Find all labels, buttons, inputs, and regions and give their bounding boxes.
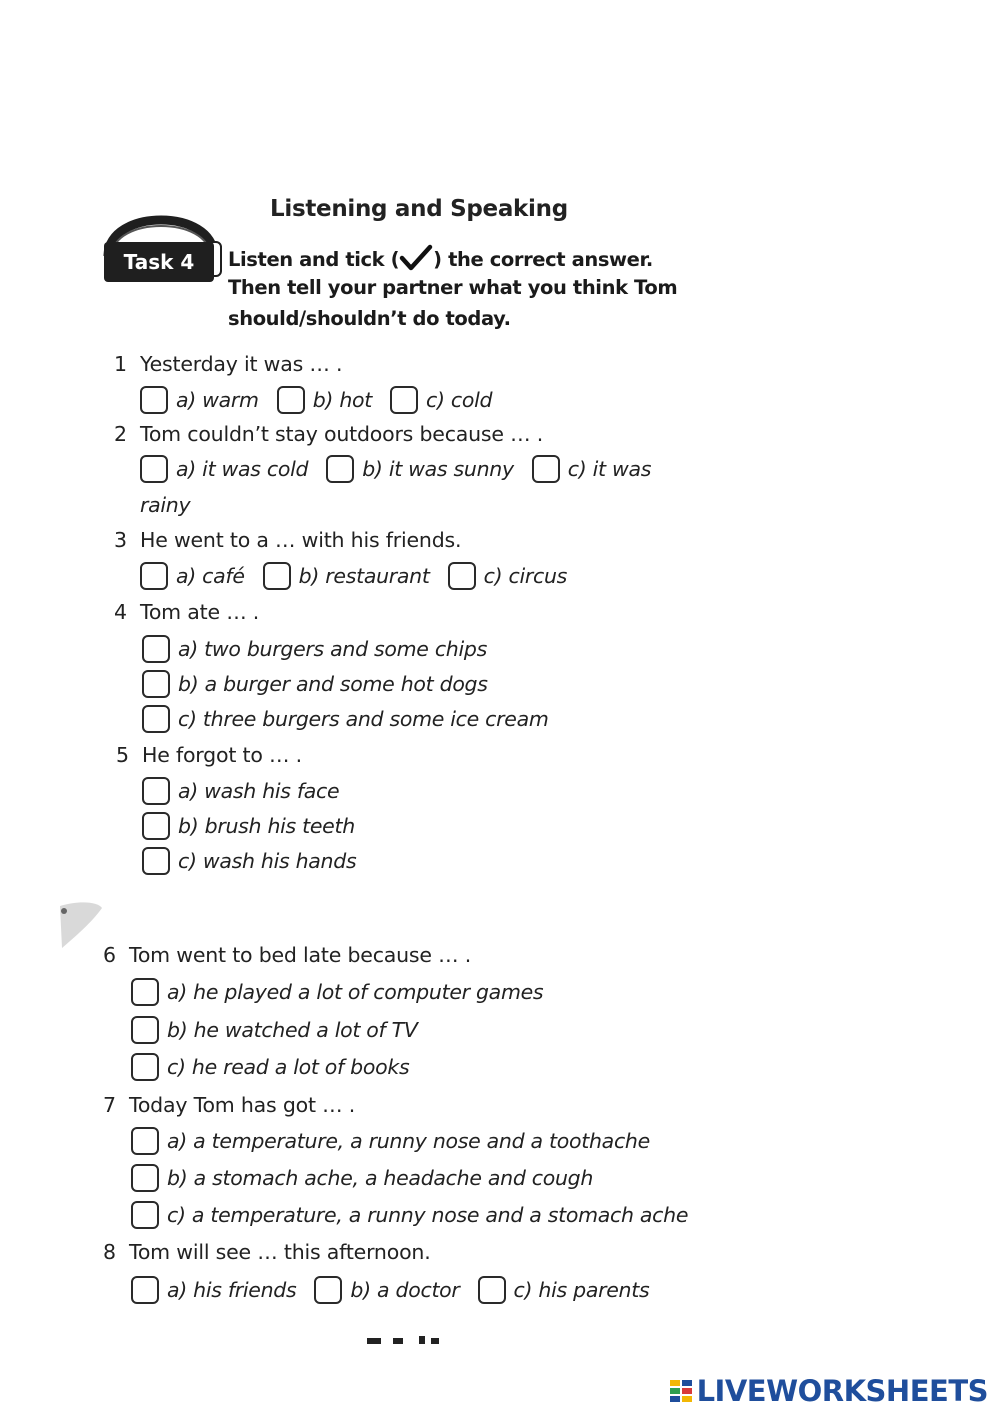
question-3 [114,528,461,552]
option-label: c) wash his hands [178,849,357,873]
option-6a [131,978,543,1006]
options-row-1 [140,386,492,414]
tick-icon [399,244,433,272]
options-row-2 [140,455,651,483]
answer-checkbox[interactable] [390,386,418,414]
answer-checkbox[interactable] [131,1276,159,1304]
option-label: a) two burgers and some chips [178,637,487,661]
question-text: He went to a … with his friends. [140,528,462,552]
question-number: 3 [114,528,127,552]
question-8 [103,1240,431,1264]
option-wrap-text: rainy [140,493,191,517]
instruction-pre: Listen and tick ( [228,248,400,271]
answer-checkbox[interactable] [131,978,159,1006]
option-label: a) warm [176,388,259,412]
answer-checkbox[interactable] [277,386,305,414]
option-label: b) it was sunny [362,457,514,481]
option-label: a) it was cold [176,457,309,481]
option-7c [131,1201,688,1229]
question-text: Tom will see … this afternoon. [129,1240,431,1264]
question-text: Yesterday it was … . [140,352,343,376]
answer-checkbox[interactable] [263,562,291,590]
option-label: c) it was [567,457,652,481]
answer-checkbox[interactable] [326,455,354,483]
question-text: Tom went to bed late because … . [129,943,472,967]
answer-checkbox[interactable] [140,386,168,414]
option-7b [131,1164,593,1192]
question-2 [114,422,543,446]
answer-checkbox[interactable] [142,812,170,840]
option-4b [142,670,488,698]
option-5b [142,812,355,840]
option-label: c) cold [426,388,493,412]
liveworksheets-logo-icon [669,1378,695,1404]
option-label: a) café [176,564,245,588]
option-label: c) he read a lot of books [167,1055,410,1079]
question-6 [103,943,471,967]
question-text: Today Tom has got … . [129,1093,356,1117]
task-badge [104,242,214,282]
answer-checkbox[interactable] [131,1127,159,1155]
answer-checkbox[interactable] [142,635,170,663]
option-5c [142,847,356,875]
question-5 [116,743,302,767]
question-text: He forgot to … . [142,743,302,767]
answer-checkbox[interactable] [142,847,170,875]
option-4c [142,705,549,733]
option-7a [131,1127,650,1155]
section-title: Listening and Speaking [270,196,568,222]
cut-off-heading [365,1332,445,1346]
liveworksheets-logo[interactable] [669,1374,988,1408]
instruction-line-1 [228,244,653,272]
scan-artifact [58,898,104,950]
question-number: 5 [116,743,129,767]
question-number: 7 [103,1093,116,1117]
option-label: a) his friends [167,1278,297,1302]
question-4 [114,600,259,624]
logo-text: LIVEWORKSHEETS [696,1374,988,1408]
answer-checkbox[interactable] [142,777,170,805]
option-label: b) he watched a lot of TV [167,1018,418,1042]
options-row-8 [131,1276,649,1304]
option-label: b) restaurant [298,564,430,588]
option-label: c) his parents [513,1278,650,1302]
answer-checkbox[interactable] [131,1053,159,1081]
instruction-line-3: should/shouldn’t do today. [228,307,511,330]
option-4a [142,635,487,663]
option-6c [131,1053,409,1081]
option-label: b) brush his teeth [178,814,355,838]
option-label: a) he played a lot of computer games [167,980,544,1004]
instruction-line-2: Then tell your partner what you think Tom [228,276,678,299]
task-label: Task 4 [123,250,195,274]
question-text: Tom couldn’t stay outdoors because … . [140,422,544,446]
question-number: 2 [114,422,127,446]
option-6b [131,1016,418,1044]
option-label: b) a doctor [350,1278,460,1302]
answer-checkbox[interactable] [140,562,168,590]
answer-checkbox[interactable] [131,1016,159,1044]
option-label: c) three burgers and some ice cream [178,707,549,731]
option-label: a) wash his face [178,779,340,803]
option-label: c) a temperature, a runny nose and a stomach ache [167,1203,689,1227]
answer-checkbox[interactable] [140,455,168,483]
option-label: b) a stomach ache, a headache and cough [167,1166,594,1190]
question-number: 6 [103,943,116,967]
answer-checkbox[interactable] [131,1164,159,1192]
answer-checkbox[interactable] [478,1276,506,1304]
option-label: c) circus [483,564,568,588]
options-row-3 [140,562,567,590]
question-number: 8 [103,1240,116,1264]
question-text: Tom ate … . [140,600,260,624]
option-label: b) a burger and some hot dogs [178,672,488,696]
answer-checkbox[interactable] [314,1276,342,1304]
answer-checkbox[interactable] [131,1201,159,1229]
option-5a [142,777,339,805]
question-number: 1 [114,352,127,376]
answer-checkbox[interactable] [532,455,560,483]
answer-checkbox[interactable] [142,705,170,733]
question-number: 4 [114,600,127,624]
instruction-post: ) the correct answer. [433,248,653,271]
answer-checkbox[interactable] [142,670,170,698]
question-1 [114,352,342,376]
answer-checkbox[interactable] [448,562,476,590]
question-7 [103,1093,355,1117]
option-label: b) hot [312,388,373,412]
option-label: a) a temperature, a runny nose and a toothache [167,1129,650,1153]
